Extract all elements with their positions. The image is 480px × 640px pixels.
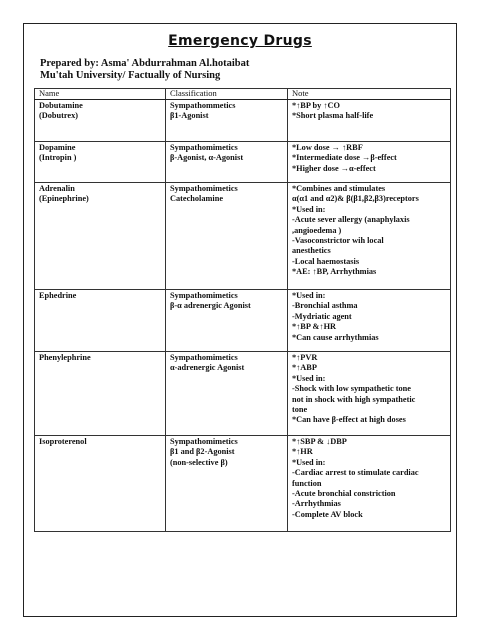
classification-line: Sympathomimetics: [170, 353, 238, 362]
classification-line: Catecholamine: [170, 194, 223, 204]
drug-brand: (Dobutrex): [39, 111, 79, 121]
table-row: [35, 290, 451, 352]
document-title: Emergency Drugs: [168, 33, 312, 49]
classification-line: Sympathomimetics: [170, 437, 238, 446]
note-line: tone: [292, 405, 308, 415]
note-line: -Complete AV block: [292, 509, 363, 519]
note-line: *Combines and stimulates: [292, 184, 386, 193]
note-cell: [288, 352, 451, 436]
note-line: not in shock with high sympathetic: [292, 394, 416, 404]
classification-cell: [166, 436, 288, 532]
drug-name-cell: [35, 100, 166, 142]
classification-line: Sympathommetics: [170, 101, 236, 110]
note-line: ,angioedema ): [292, 225, 342, 235]
note-line: -Cardiac arrest to stimulate cardiac: [292, 468, 419, 478]
table-row: [35, 100, 451, 142]
note-line: *Intermediate dose →β-effect: [292, 153, 397, 163]
note-line: -Bronchial asthma: [292, 301, 358, 311]
note-line: -Shock with low sympathetic tone: [292, 384, 411, 394]
note-line: *Low dose → ↑RBF: [292, 143, 363, 152]
drug-brand: (Intropin ): [39, 153, 77, 163]
drug-name: Adrenalin: [39, 184, 75, 193]
note-line: *↑BP by ↑CO: [292, 101, 340, 110]
note-cell: [288, 100, 451, 142]
institution: Mu'tah University/ Factually of Nursing: [40, 70, 221, 81]
author-block: [40, 58, 249, 82]
note-line: α(α1 and α2)& β(β1,β2,β3)receptors: [292, 194, 419, 204]
drug-name: Isoproterenol: [39, 437, 87, 446]
note-line: *Can cause arrhythmias: [292, 332, 379, 342]
classification-line: Sympathomimetics: [170, 184, 238, 193]
note-line: *Used in:: [292, 373, 326, 383]
classification-line: β-Agonist, α-Agonist: [170, 153, 244, 163]
header-name: Name: [35, 89, 166, 100]
note-cell: [288, 436, 451, 532]
table-header-row: [35, 89, 451, 100]
note-line: *Higher dose →α-effect: [292, 163, 376, 173]
note-line: -Mydriatic agent: [292, 311, 352, 321]
note-line: -Vasoconstrictor wih local: [292, 236, 384, 246]
drugs-table: [34, 88, 451, 532]
note-line: -Acute bronchial constriction: [292, 489, 396, 499]
note-line: *Short plasma half-life: [292, 111, 374, 121]
note-line: *Used in:: [292, 457, 326, 467]
drug-name-cell: [35, 290, 166, 352]
note-line: *Can have β-effect at high doses: [292, 415, 406, 425]
prepared-by: Prepared by: Asma' Abdurrahman Al.hotaibat: [40, 58, 250, 69]
note-line: *↑HR: [292, 447, 313, 457]
classification-line: Sympathomimetics: [170, 143, 238, 152]
classification-line: Sympathomimetics: [170, 291, 238, 300]
classification-line: β1 and β2-Agonist: [170, 447, 235, 457]
drug-name-cell: [35, 352, 166, 436]
table-row: [35, 436, 451, 532]
drug-name-cell: [35, 183, 166, 290]
note-line: *↑ABP: [292, 363, 317, 373]
note-line: function: [292, 478, 322, 488]
drug-name: Phenylephrine: [39, 353, 91, 362]
note-line: *Used in:: [292, 204, 326, 214]
classification-line: (non-selective β): [170, 457, 228, 467]
note-line: *AE: ↑BP, Arrhythmias: [292, 267, 377, 277]
header-classification: Classification: [166, 89, 288, 100]
drug-brand: (Epinephrine): [39, 194, 89, 204]
note-line: -Local haemostasis: [292, 256, 360, 266]
note-cell: [288, 183, 451, 290]
classification-line: α-adrenergic Agonist: [170, 363, 245, 373]
drug-name-cell: [35, 142, 166, 183]
header-note: Note: [288, 89, 451, 100]
classification-cell: [166, 183, 288, 290]
classification-cell: [166, 142, 288, 183]
drug-name-cell: [35, 436, 166, 532]
classification-line: β1-Agonist: [170, 111, 209, 121]
classification-line: β-α adrenergic Agonist: [170, 301, 251, 311]
note-cell: [288, 290, 451, 352]
note-line: anesthetics: [292, 246, 331, 256]
note-cell: [288, 142, 451, 183]
drug-name: Dopamine: [39, 143, 76, 152]
classification-cell: [166, 290, 288, 352]
classification-cell: [166, 100, 288, 142]
drug-name: Ephedrine: [39, 291, 77, 300]
note-line: -Arrhythmias: [292, 499, 341, 509]
classification-cell: [166, 352, 288, 436]
note-line: *↑PVR: [292, 353, 318, 362]
note-line: *↑SBP & ↓DBP: [292, 437, 347, 446]
table-row: [35, 352, 451, 436]
note-line: -Acute sever allergy (anaphylaxis: [292, 215, 410, 225]
table-row: [35, 142, 451, 183]
drug-name: Dobutamine: [39, 101, 83, 110]
table-row: [35, 183, 451, 290]
note-line: *Used in:: [292, 291, 326, 300]
note-line: *↑BP &↑HR: [292, 322, 337, 332]
